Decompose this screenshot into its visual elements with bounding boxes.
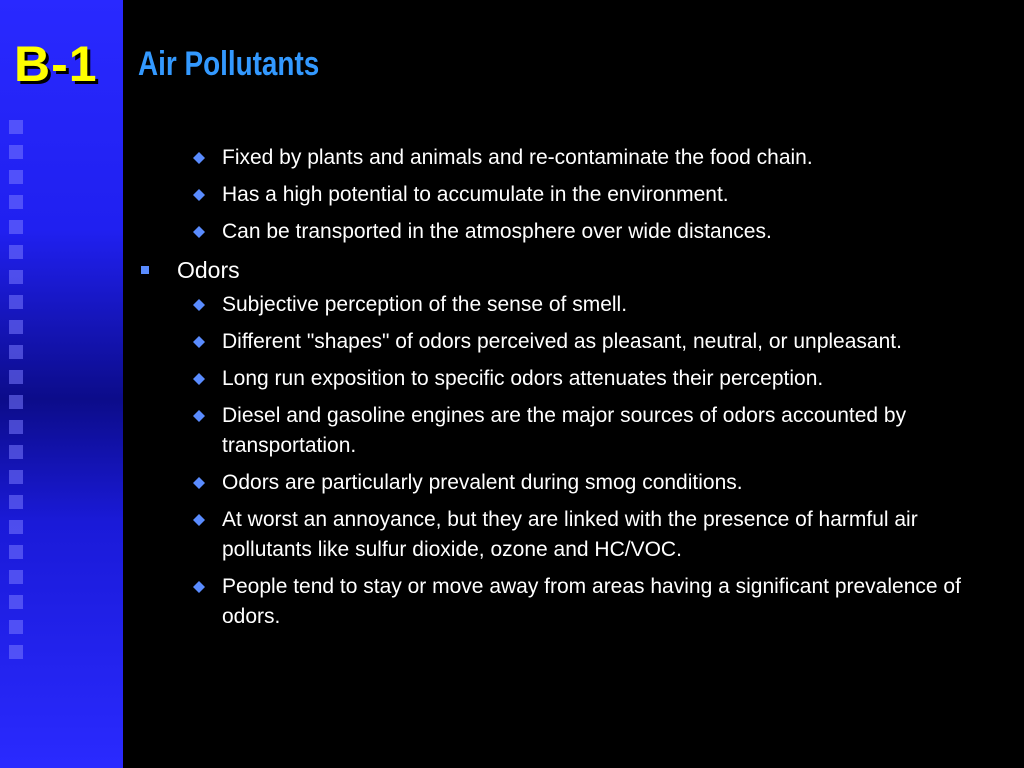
decorative-square — [9, 545, 23, 559]
list-item-text: Can be transported in the atmosphere over wide distances. — [222, 220, 772, 243]
decorative-square — [9, 645, 23, 659]
decorative-square — [9, 295, 23, 309]
list-item-text: Has a high potential to accumulate in the environment. — [222, 183, 729, 206]
diamond-bullet-icon — [193, 299, 205, 311]
decorative-square — [9, 470, 23, 484]
list-item-text: Diesel and gasoline engines are the major sources of odors accounted by transportation. — [222, 404, 907, 457]
decorative-square — [9, 445, 23, 459]
list-item — [138, 217, 978, 247]
decorative-square — [9, 245, 23, 259]
decorative-square — [9, 195, 23, 209]
decorative-square — [9, 170, 23, 184]
list-item-text: At worst an annoyance, but they are linked with the presence of harmful air pollutants like sulfur dioxide, ozone and HC/VOC. — [222, 508, 918, 561]
list-item — [138, 143, 978, 173]
sidebar-band — [0, 0, 123, 768]
decorative-square — [9, 420, 23, 434]
decorative-square — [9, 570, 23, 584]
diamond-bullet-icon — [193, 477, 205, 489]
decorative-square — [9, 520, 23, 534]
section-heading-text: Odors — [177, 257, 240, 283]
decorative-square — [9, 495, 23, 509]
diamond-bullet-icon — [193, 336, 205, 348]
decorative-square — [9, 220, 23, 234]
decorative-squares — [9, 120, 25, 670]
list-item — [138, 327, 978, 357]
diamond-bullet-icon — [193, 152, 205, 164]
section-heading-item — [138, 254, 978, 286]
decorative-square — [9, 395, 23, 409]
decorative-square — [9, 320, 23, 334]
square-bullet-icon — [141, 266, 149, 274]
decorative-square — [9, 120, 23, 134]
diamond-bullet-icon — [193, 514, 205, 526]
diamond-bullet-icon — [193, 189, 205, 201]
decorative-square — [9, 270, 23, 284]
decorative-square — [9, 345, 23, 359]
list-item — [138, 290, 978, 320]
list-item — [138, 468, 978, 498]
list-item — [138, 572, 978, 632]
section-badge: B-1 — [14, 36, 98, 92]
decorative-square — [9, 620, 23, 634]
decorative-square — [9, 370, 23, 384]
list-item — [138, 505, 978, 565]
list-item — [138, 364, 978, 394]
diamond-bullet-icon — [193, 581, 205, 593]
decorative-square — [9, 145, 23, 159]
diamond-bullet-icon — [193, 226, 205, 238]
list-item — [138, 401, 978, 461]
list-item-text: Different "shapes" of odors perceived as pleasant, neutral, or unpleasant. — [222, 330, 902, 353]
list-item-text: Long run exposition to specific odors attenuates their perception. — [222, 367, 824, 390]
list-item — [138, 180, 978, 210]
bullet-list — [138, 143, 978, 639]
list-item-text: Fixed by plants and animals and re-contaminate the food chain. — [222, 146, 813, 169]
decorative-square — [9, 595, 23, 609]
diamond-bullet-icon — [193, 410, 205, 422]
list-item-text: Subjective perception of the sense of smell. — [222, 293, 628, 316]
list-item-text: Odors are particularly prevalent during smog conditions. — [222, 471, 743, 494]
list-item-text: People tend to stay or move away from areas having a significant prevalence of odors. — [222, 575, 961, 628]
diamond-bullet-icon — [193, 373, 205, 385]
slide-title: Air Pollutants — [138, 45, 320, 83]
